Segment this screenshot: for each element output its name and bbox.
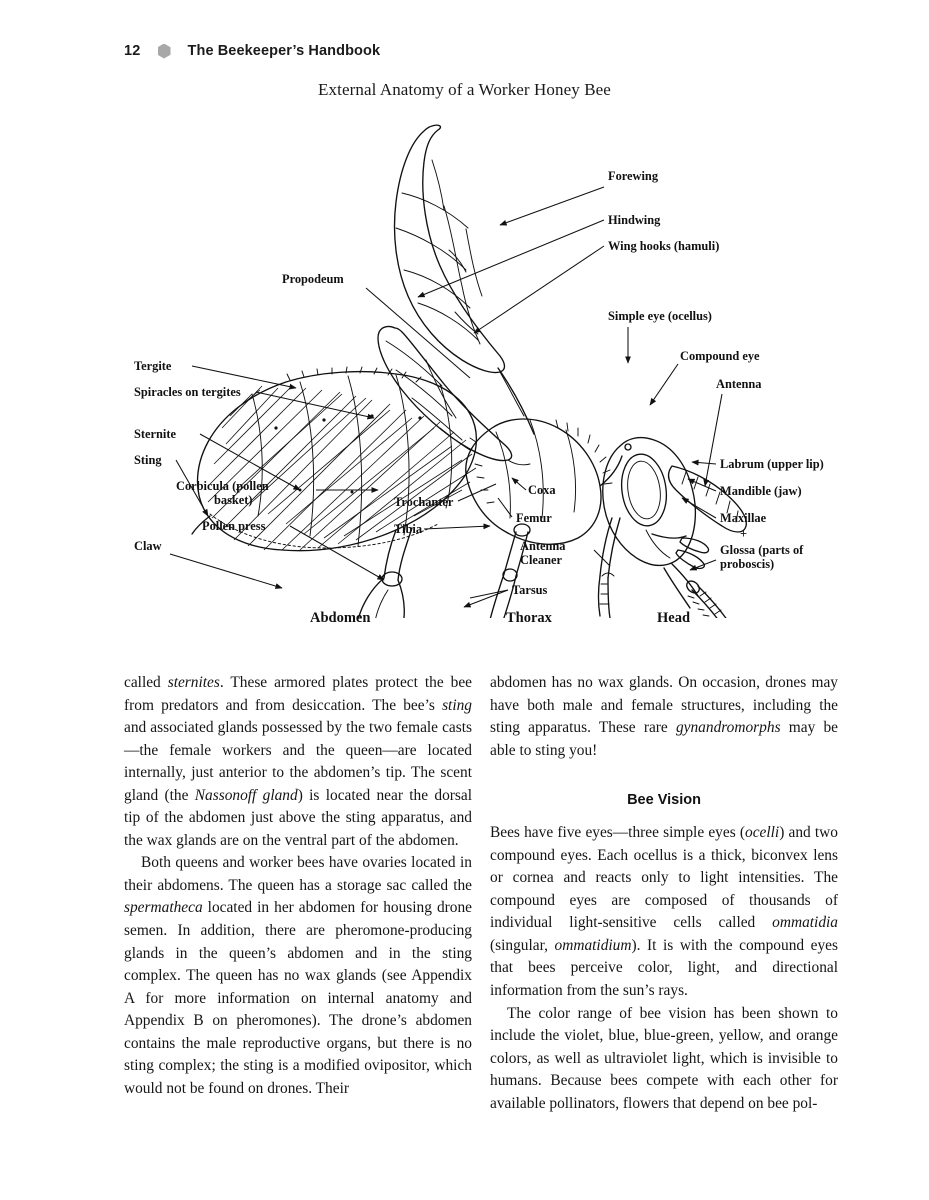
svg-text:Pollen press: Pollen press	[202, 519, 266, 533]
paragraph-five-eyes: Bees have five eyes—three simple eyes (ocelli) and two compound eyes. Each ocellus is a thick, biconvex lens or cornea and reacts only to light intensities. The compound eyes are composed of thousands of individual light-sensitive cells called ommatidia (singular, ommatidium). It is with the compound eyes that bees perceive color, light, and directional information from the sun’s rays.	[490, 824, 838, 1000]
label-femur	[498, 498, 552, 525]
book-title: The Beekeeper’s Handbook	[187, 43, 381, 59]
svg-text:Maxillae: Maxillae	[720, 511, 767, 525]
paragraph-gynandromorphs: abdomen has no wax glands. On occasion, drones may have both male and female structures, including the sting apparatus. These rare gynandromorphs may be able to sting you!	[490, 674, 838, 759]
figure-external-anatomy	[0, 80, 929, 640]
svg-text:proboscis): proboscis)	[720, 557, 775, 571]
hexagon-icon	[158, 44, 171, 59]
svg-text:Spiracles on tergites: Spiracles on tergites	[134, 385, 241, 399]
svg-text:Femur: Femur	[516, 511, 552, 525]
svg-text:Propodeum: Propodeum	[282, 272, 344, 286]
region-label-thorax: Thorax	[506, 610, 552, 626]
figure-title: External Anatomy of a Worker Honey Bee	[318, 80, 611, 99]
label-tibia	[394, 522, 490, 536]
svg-text:Wing hooks (hamuli): Wing hooks (hamuli)	[608, 239, 720, 253]
label-tergite	[134, 359, 296, 388]
label-antenna-cleaner	[520, 539, 610, 567]
svg-text:Mandible (jaw): Mandible (jaw)	[720, 484, 802, 498]
svg-text:Glossa (parts of: Glossa (parts of	[720, 543, 804, 557]
label-corbicula	[176, 479, 378, 507]
label-claw	[134, 539, 282, 588]
svg-text:Antenna: Antenna	[520, 539, 566, 553]
svg-text:Compound eye: Compound eye	[680, 349, 760, 363]
right-column	[490, 672, 838, 1115]
svg-text:Antenna: Antenna	[716, 377, 762, 391]
svg-text:Hindwing: Hindwing	[608, 213, 661, 227]
paragraph-ovaries: Both queens and worker bees have ovaries located in their abdomens. The queen has a storage sac called the spermatheca located in her abdomen for housing drone semen. In addition, there are pheromone-producing glands in the queen’s abdomen and in the sting complex. The queen has no wax glands (see Appendix A for more information on internal anatomy and Appendix B on pheromones). The drone’s abdomen contains the male reproductive organs, but there is no sting complex; the sting is a modified ovipositor, which would not be found on drones. Their	[124, 854, 472, 1097]
svg-text:Tergite: Tergite	[134, 359, 172, 373]
svg-text:basket): basket)	[214, 493, 253, 507]
bee-drawing	[192, 125, 746, 618]
label-labrum	[692, 457, 824, 471]
page-number: 12	[124, 43, 141, 59]
svg-text:Labrum (upper lip): Labrum (upper lip)	[720, 457, 824, 471]
label-mandible	[688, 479, 802, 498]
figure-region-captions	[0, 610, 929, 632]
paragraph-sternites: called sternites. These armored plates protect the bee from predators and from desiccation. The bee’s sting and associated glands possessed by the two female casts—the female workers and the queen—are located internally, just anterior to the abdomen’s tip. The scent gland (the Nassonoff gland) is located near the dorsal tip of the abdomen just above the sting apparatus, and the wax glands are on the ventral part of the abdomen.	[124, 674, 472, 849]
body-columns	[124, 672, 838, 1115]
thorax-fringe	[556, 420, 612, 484]
svg-text:Coxa: Coxa	[528, 483, 556, 497]
bee-anatomy-illustration	[0, 98, 929, 618]
label-propodeum	[282, 272, 470, 378]
region-label-head: Head	[657, 610, 691, 626]
svg-text:Corbicula (pollen: Corbicula (pollen	[176, 479, 269, 493]
thorax-shape	[466, 419, 601, 544]
running-head	[124, 40, 380, 62]
region-label-abdomen: Abdomen	[310, 610, 371, 626]
paragraph-color-range: The color range of bee vision has been shown to include the violet, blue, blue-green, yellow, and orange colors, as well as ultraviolet light, which is invisible to humans. Because bees compete with each other for available pollinators, flowers that depend on bee pol-	[490, 1004, 838, 1112]
svg-text:Sting: Sting	[134, 453, 162, 467]
label-coxa	[512, 478, 556, 497]
svg-text:Cleaner: Cleaner	[520, 553, 562, 567]
svg-text:Tibia: Tibia	[394, 522, 423, 536]
svg-text:Sternite: Sternite	[134, 427, 176, 441]
hind-leg-shape	[282, 528, 412, 618]
label-plus: +	[740, 527, 748, 541]
svg-text:Simple eye (ocellus): Simple eye (ocellus)	[608, 309, 712, 323]
svg-text:Trochanter: Trochanter	[394, 495, 454, 509]
svg-text:Tarsus: Tarsus	[512, 583, 548, 597]
forewing-shape	[395, 125, 505, 372]
svg-text:Claw: Claw	[134, 539, 162, 553]
svg-text:Forewing: Forewing	[608, 169, 659, 183]
section-heading-bee-vision: Bee Vision	[627, 792, 701, 809]
label-tarsus	[464, 583, 548, 607]
head-shape	[603, 438, 696, 566]
left-column	[124, 672, 472, 1115]
front-leg-shape	[599, 518, 621, 618]
